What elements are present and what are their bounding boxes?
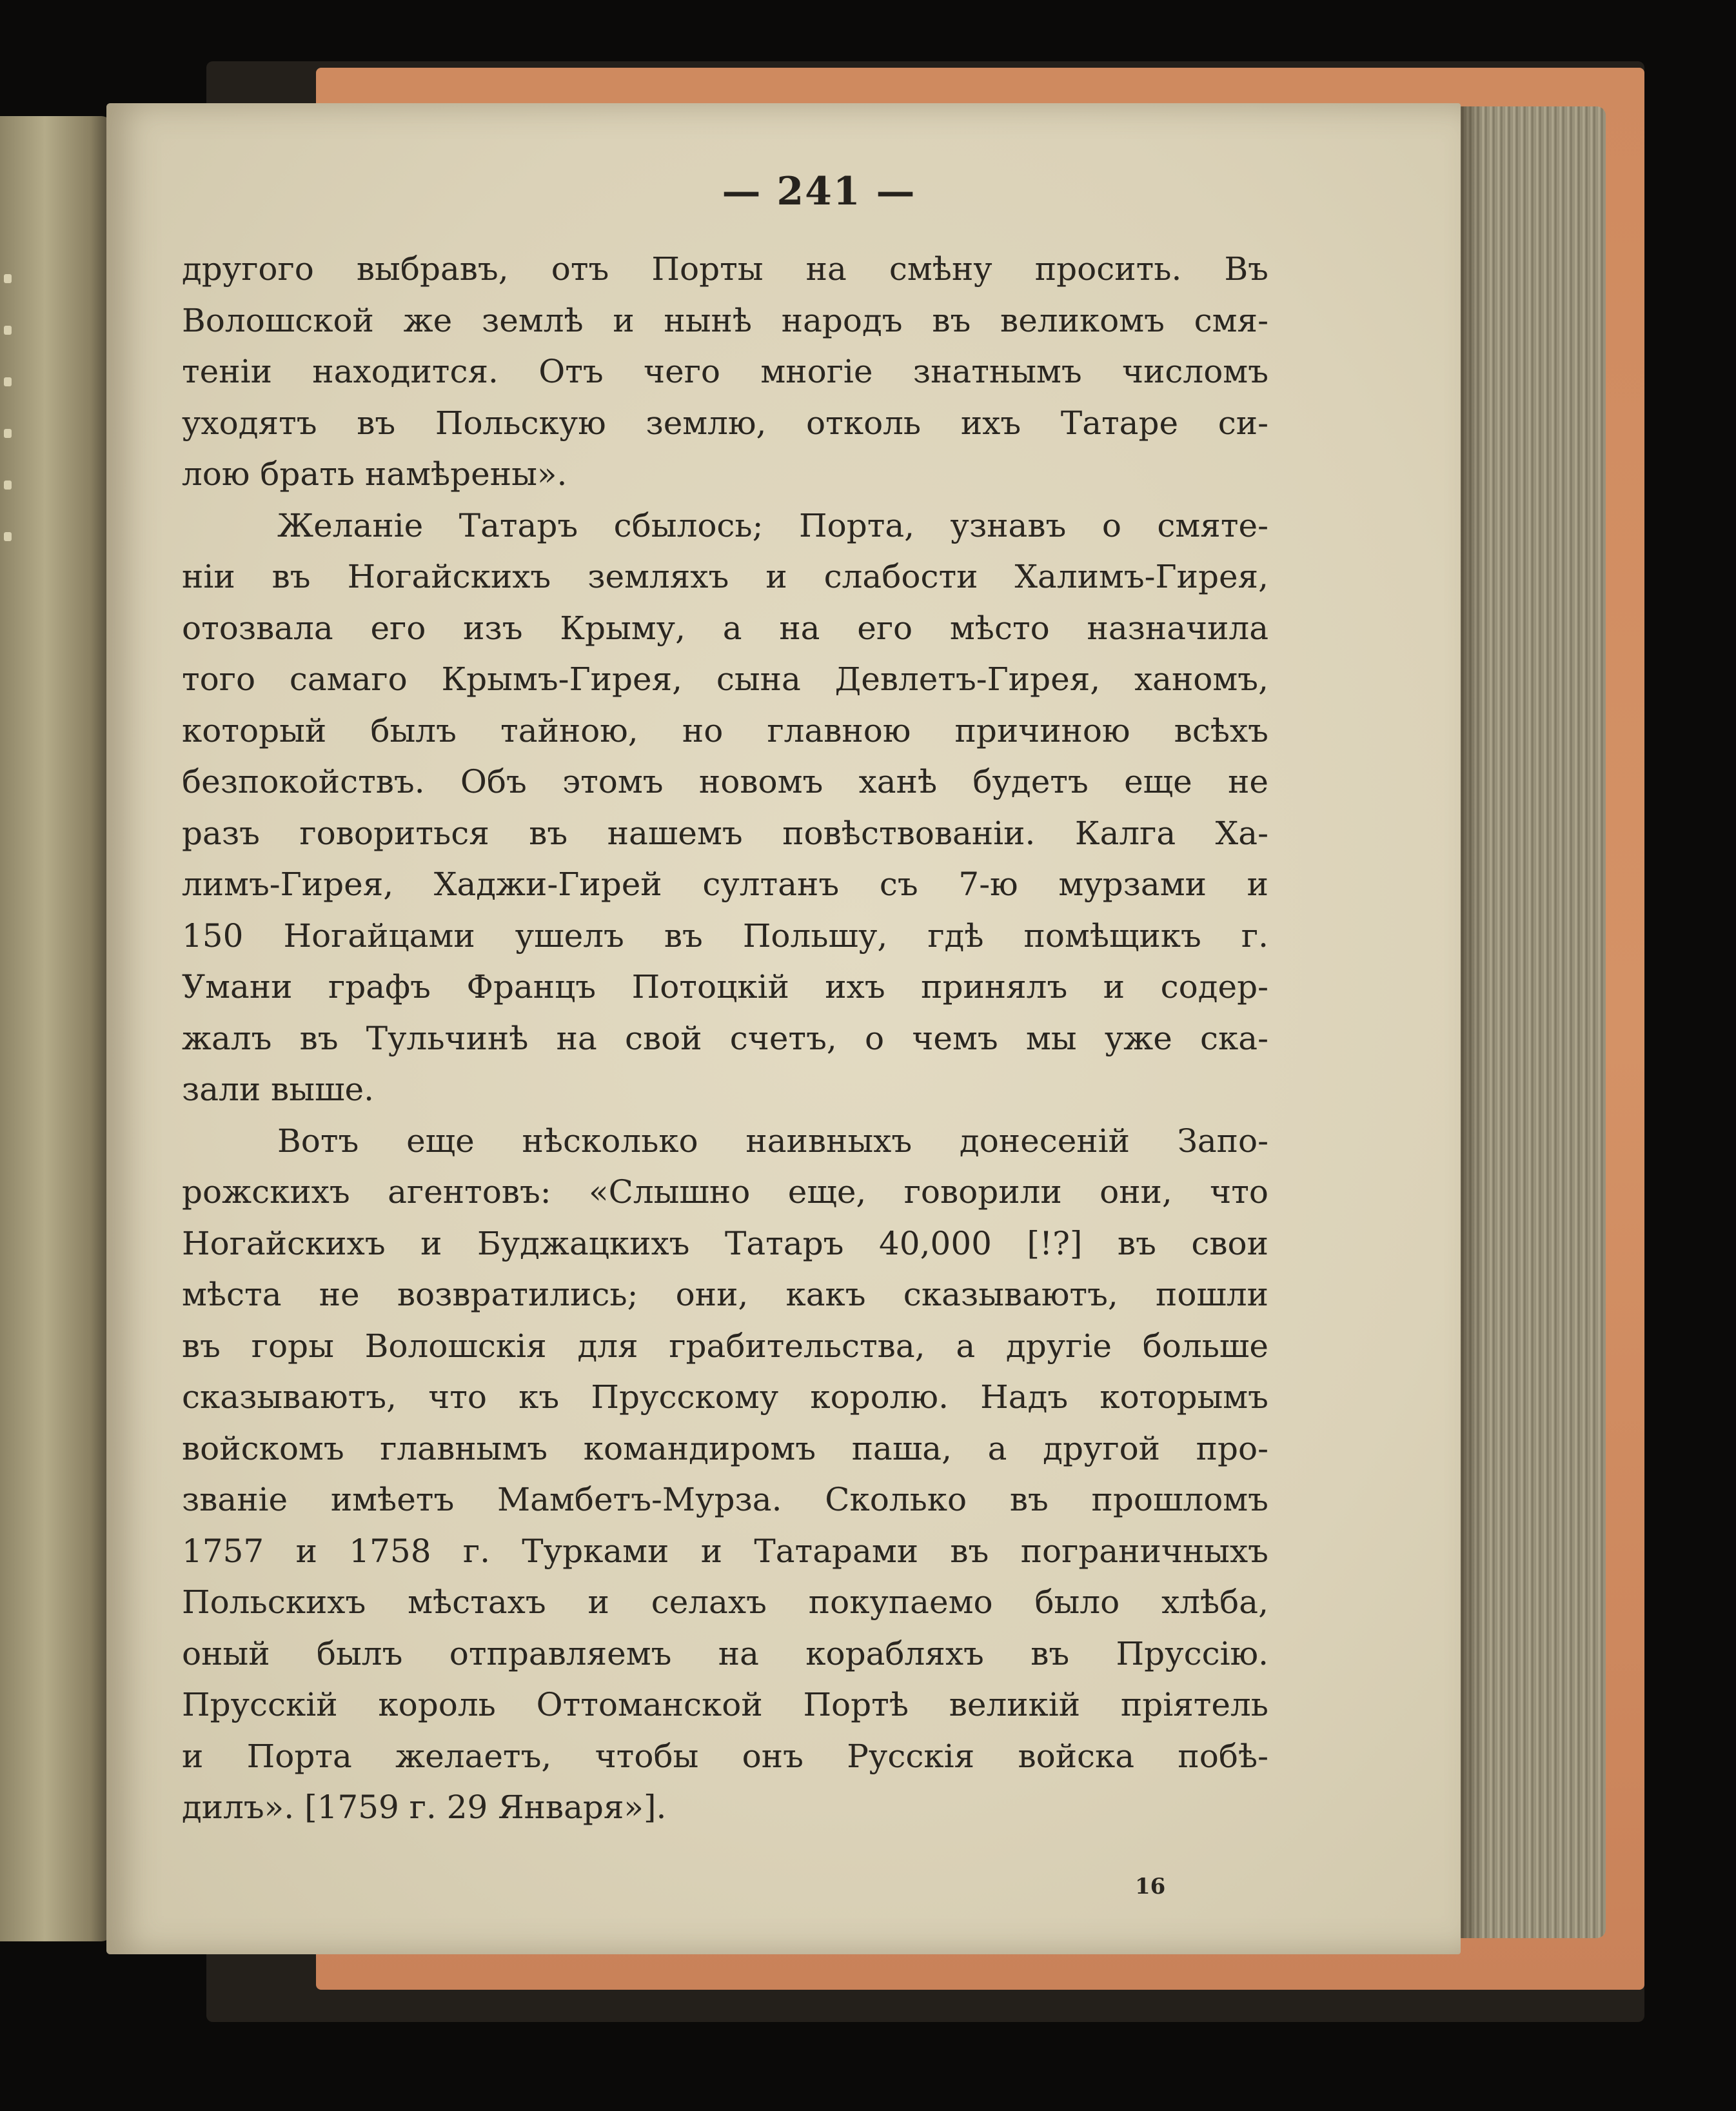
text-line: который былъ тайною, но главною причиною всѣхъ <box>182 711 1268 749</box>
text-line: Желаніе Татаръ сбылось; Порта, узнавъ о смяте- <box>277 506 1268 544</box>
text-line: Умани графъ Францъ Потоцкій ихъ принялъ и содер- <box>182 968 1268 1006</box>
text-line: уходятъ въ Польскую землю, отколь ихъ Татаре си- <box>182 404 1268 442</box>
text-line: лою брать намѣрены». <box>182 455 567 493</box>
text-line: Вотъ еще нѣсколько наивныхъ донесеній Запо- <box>277 1122 1268 1160</box>
text-line: жалъ въ Тульчинѣ на свой счетъ, о чемъ мы уже ска- <box>182 1019 1268 1057</box>
text-line: 1757 и 1758 г. Турками и Татарами въ пограничныхъ <box>182 1532 1268 1570</box>
text-line: теніи находится. Отъ чего многіе знатнымъ числомъ <box>182 353 1268 390</box>
text-line: Прусскій король Оттоманской Портѣ великій пріятель <box>182 1686 1268 1723</box>
text-line: того самаго Крымъ-Гирея, сына Девлетъ-Гирея, ханомъ, <box>182 660 1268 698</box>
text-line: зали выше. <box>182 1071 374 1108</box>
text-line: ніи въ Ногайскихъ земляхъ и слабости Халимъ-Гирея, <box>182 558 1268 595</box>
text-line: рожскихъ агентовъ: «Слышно еще, говорили они, что <box>182 1173 1268 1211</box>
text-line: безпокойствъ. Объ этомъ новомъ ханѣ будетъ еще не <box>182 763 1268 800</box>
text-line: оный былъ отправляемъ на корабляхъ въ Пруссію. <box>182 1634 1268 1672</box>
text-line: мѣста не возвратились; они, какъ сказываютъ, пошли <box>182 1276 1268 1313</box>
text-line: дилъ». [1759 г. 29 Января»]. <box>182 1789 667 1826</box>
text-line: разъ говориться въ нашемъ повѣствованіи. Калга Ха- <box>182 814 1268 852</box>
text-line: лимъ-Гирея, Хаджи-Гирей султанъ съ 7-ю мурзами и <box>182 866 1268 903</box>
text-line: званіе имѣетъ Мамбетъ-Мурза. Сколько въ прошломъ <box>182 1481 1268 1518</box>
text-line: сказываютъ, что къ Прусскому королю. Надъ которымъ <box>182 1378 1268 1416</box>
text-line: Польскихъ мѣстахъ и селахъ покупаемо было хлѣба, <box>182 1583 1268 1621</box>
signature-mark: 16 <box>1135 1874 1166 1899</box>
text-line: Ногайскихъ и Буджацкихъ Татаръ 40,000 [!?] въ свои <box>182 1224 1268 1262</box>
body-text <box>182 244 1268 1834</box>
text-line: и Порта желаетъ, чтобы онъ Русскія войска побѣ- <box>182 1737 1268 1775</box>
text-line: Волошской же землѣ и нынѣ народъ въ великомъ смя- <box>182 301 1268 339</box>
text-line: 150 Ногайцами ушелъ въ Польшу, гдѣ помѣщикъ г. <box>182 917 1268 955</box>
text-line: другого выбравъ, отъ Порты на смѣну просить. Въ <box>182 250 1268 288</box>
text-line: войскомъ главнымъ командиромъ паша, а другой про- <box>182 1429 1268 1467</box>
page-number: — 241 — <box>722 169 916 214</box>
previous-page-marks <box>0 0 19 2111</box>
text-line: отозвала его изъ Крыму, а на его мѣсто назначила <box>182 609 1268 647</box>
text-line: въ горы Волошскія для грабительства, а другіе больше <box>182 1327 1268 1365</box>
